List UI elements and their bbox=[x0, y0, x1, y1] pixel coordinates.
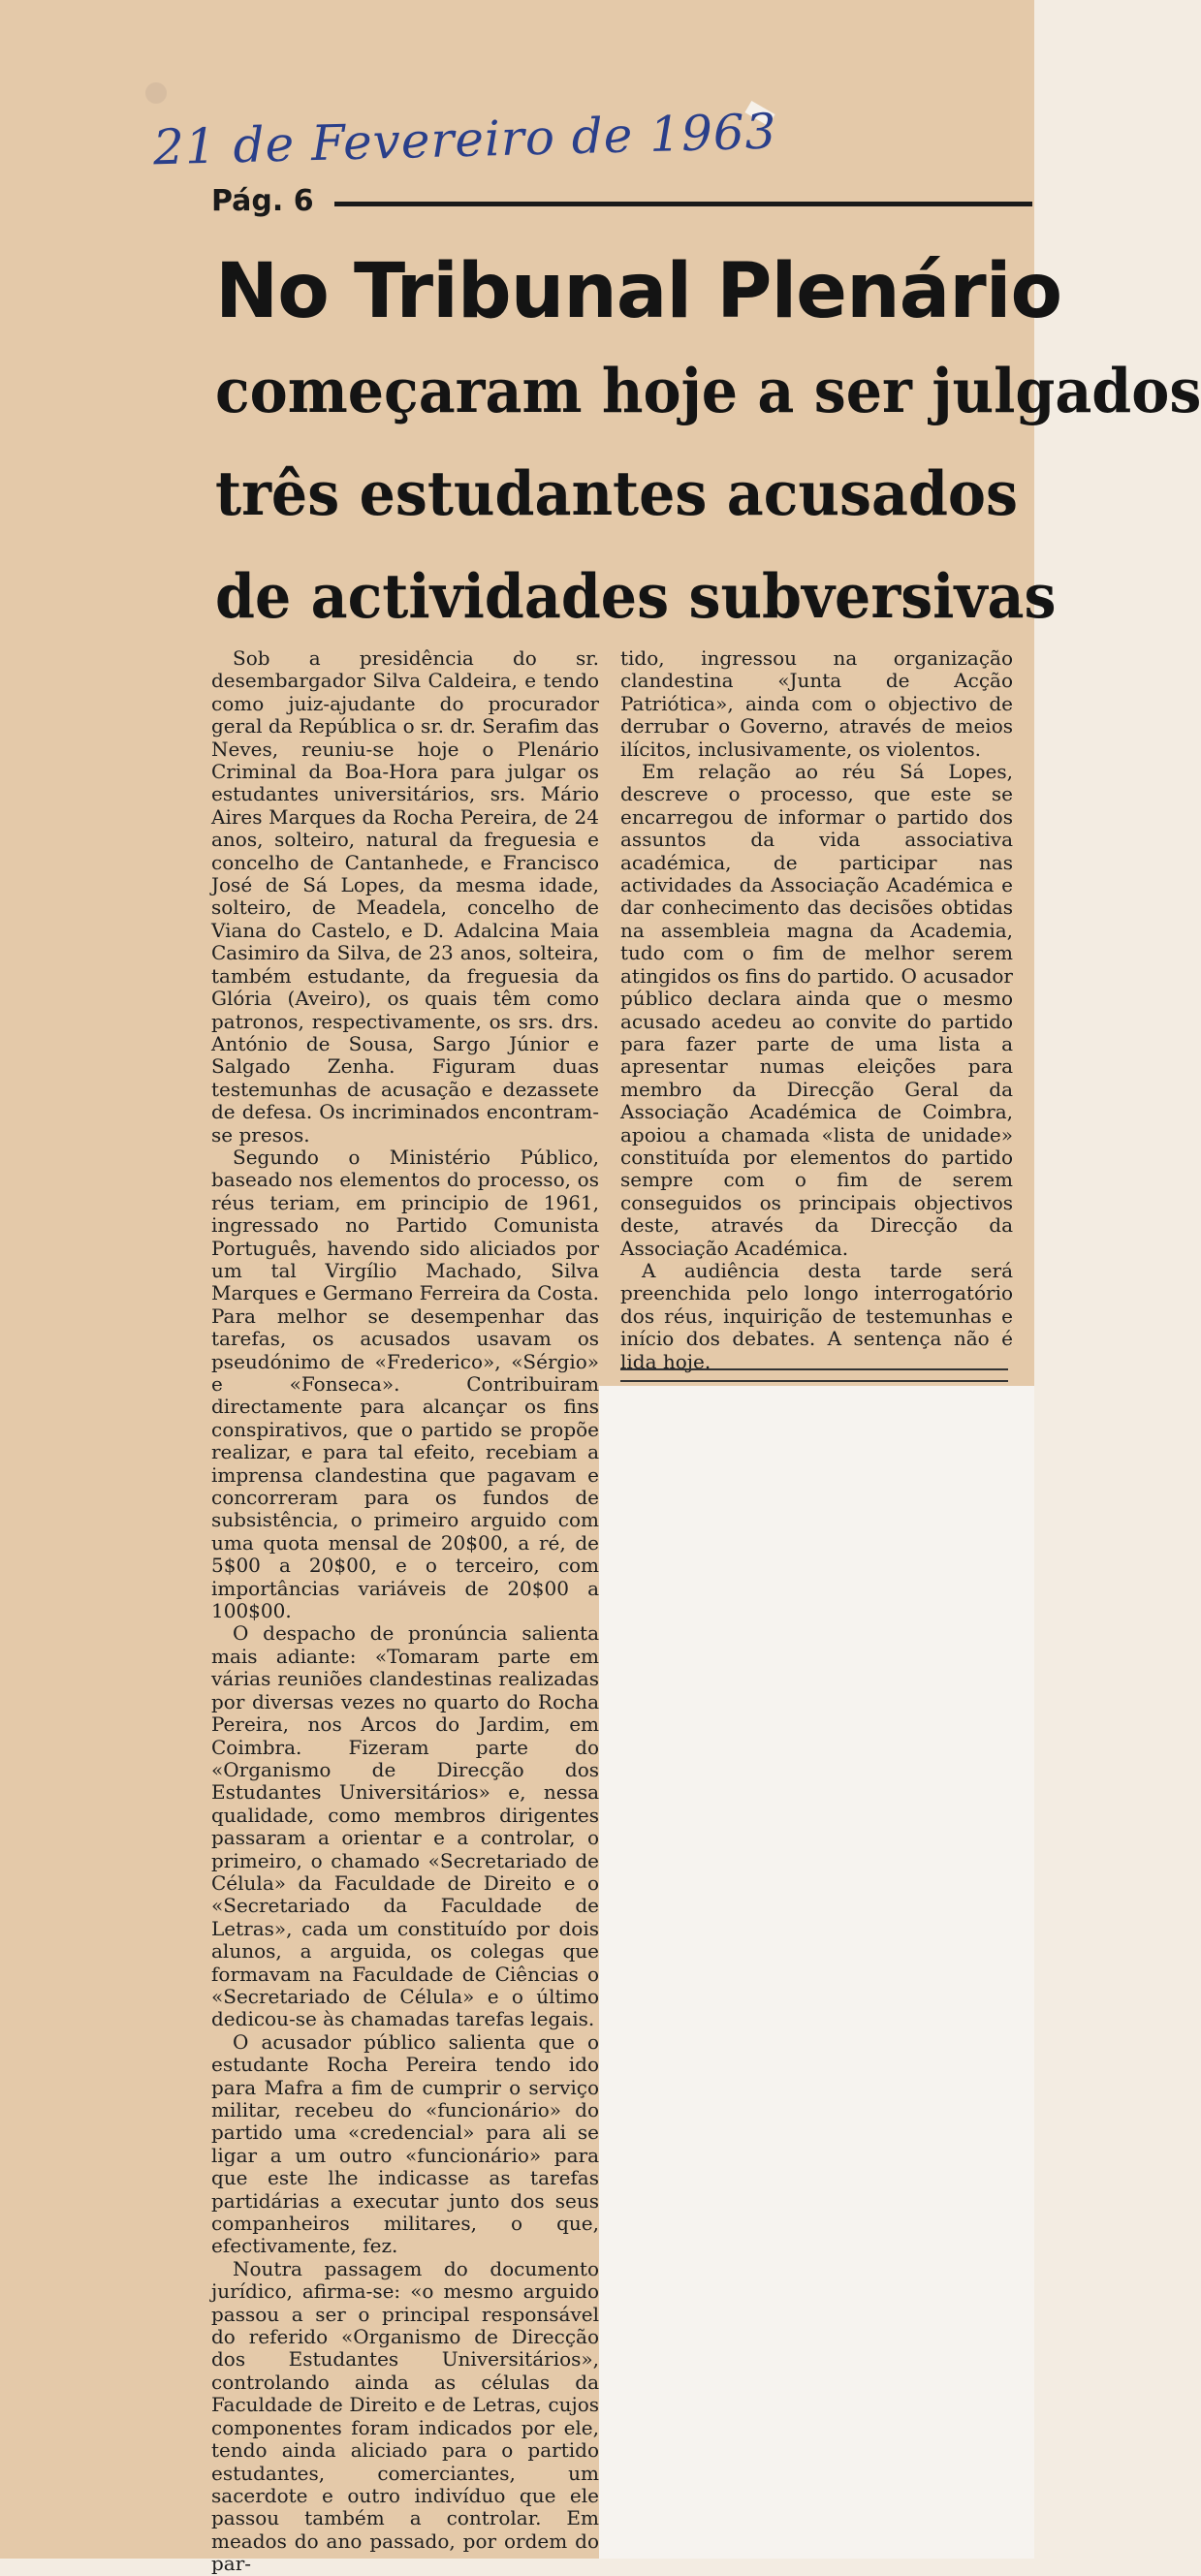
paragraph: Sob a presidência do sr. desembargador Silva Caldeira, e tendo como juiz-ajudante do procurador geral da República o sr. dr. Serafim das Neves, reuniu-se hoje o Plenário Criminal da Boa-Hora para julgar os estudantes universitários, srs. Mário Aires Marques da Rocha Pereira, de 24 anos, solteiro, natural da freguesia e concelho de Cantanhede, e Francisco José de Sá Lopes, da mesma idade, solteiro, de Meadela, concelho de Viana do Castelo, e D. Adalcina Maia Casimiro da Silva, de 23 anos, solteira, também estudante, da freguesia da Glória (Aveiro), os quais têm como patronos, respectivamente, os srs. drs. António de Sousa, Sargo Júnior e Salgado Zenha. Figuram duas testemunhas de acusação e dezassete de defesa. Os incriminados encontram-se presos. bbox=[211, 646, 599, 1147]
header-rule bbox=[334, 202, 1032, 206]
article-column-right bbox=[620, 646, 1013, 1373]
article-end-rule bbox=[620, 1368, 1008, 1382]
paragraph: Noutra passagem do documento jurídico, afirma-se: «o mesmo arguido passou a ser o principal responsável do referido «Organismo de Direcção dos Estudantes Universitários», controlando ainda as células da Faculdade de Direito e de Letras, cujos componentes foram indicados por ele, tendo ainda aliciado para o partido estudantes, comerciantes, um sacerdote e outro indivíduo que ele passou também a controlar. Em meados do ano passado, por ordem do par- bbox=[211, 2256, 599, 2576]
article-column-left bbox=[211, 646, 599, 2576]
paragraph: Segundo o Ministério Público, baseado nos elementos do processo, os réus teriam, em principio de 1961, ingressado no Partido Comunista Português, havendo sido aliciados por um tal Virgílio Machado, Silva Marques e Germano Ferreira da Costa. Para melhor se desempenhar das tarefas, os acusados usavam os pseudónimo de «Frederico», «Sérgio» e «Fonseca». Contribuiram directamente para alcançar os fins conspirativos, que o partido se propõe realizar, e para tal efeito, recebiam a imprensa clandestina que pagavam e concorreram para os fundos de subsistência, o primeiro arguido com uma quota mensal de 20$00, a ré, de 5$00 a 20$00, e o terceiro, com importâncias variáveis de 20$00 a 100$00. bbox=[211, 1145, 599, 1623]
blank-area bbox=[599, 1386, 1034, 2559]
page-label: Pág. 6 bbox=[211, 184, 314, 218]
headline-line-3: três estudantes acusados bbox=[215, 457, 1018, 529]
paragraph-continued: tido, ingressou na organização clandestina «Junta de Acção Patriótica», ainda com o objectivo de derrubar o Governo, através de meios ilícitos, inclusivamente, os violentos. bbox=[620, 646, 1013, 761]
paragraph: Em relação ao réu Sá Lopes, descreve o processo, que este se encarregou de informar o partido dos assuntos da vida associativa académica, de participar nas actividades da Associação Académica e dar conhecimento das decisões obtidas na assembleia magna da Academia, tudo com o fim de melhor serem atingidos os fins do partido. O acusador público declara ainda que o mesmo acusado acedeu ao convite do partido para fazer parte de uma lista a apresentar numas eleições para membro da Direcção Geral da Associação Académica de Coimbra, apoiou a chamada «lista de unidade» constituída por elementos do partido sempre com o fim de serem conseguidos os principais objectivos deste, através da Direcção da Associação Académica. bbox=[620, 760, 1013, 1260]
paper-stain bbox=[145, 82, 167, 104]
headline-line-4: de actividades subversivas bbox=[215, 560, 1057, 632]
paragraph: O acusador público salienta que o estudante Rocha Pereira tendo ido para Mafra a fim de cumprir o serviço militar, recebeu do «funcionário» do partido uma «credencial» para ali se ligar a um outro «funcionário» para que este lhe indicasse as tarefas partidárias a executar junto dos seus companheiros militares, o que, efectivamente, fez. bbox=[211, 2029, 599, 2258]
handwritten-date: 21 de Fevereiro de 1963 bbox=[152, 103, 778, 176]
paragraph: A audiência desta tarde será preenchida pelo longo interrogatório dos réus, inquirição de testemunhas e início dos debates. A sentença não é lida hoje. bbox=[620, 1258, 1013, 1373]
paragraph: O despacho de pronúncia salienta mais adiante: «Tomaram parte em várias reuniões clandestinas realizadas por diversas vezes no quarto do Rocha Pereira, nos Arcos do Jardim, em Coimbra. Fizeram parte do «Organismo de Direcção dos Estudantes Universitários» e, nessa qualidade, como membros dirigentes passaram a orientar e a controlar, o primeiro, o chamado «Secretariado de Célula» da Faculdade de Direito e o «Secretariado da Faculdade de Letras», cada um constituído por dois alunos, a arguida, os colegas que formavam na Faculdade de Ciências o «Secretariado de Célula» e o último dedicou-se às chamadas tarefas legais. bbox=[211, 1621, 599, 2031]
headline-line-2: começaram hoje a ser julgados bbox=[215, 355, 1201, 426]
headline-line-1: No Tribunal Plenário bbox=[215, 248, 1062, 335]
